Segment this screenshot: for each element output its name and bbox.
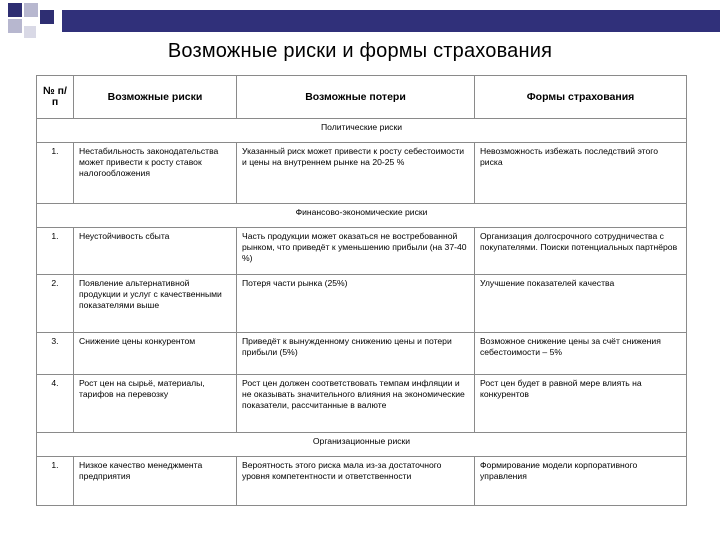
insurance-cell: Рост цен будет в равной мере влиять на конкурентов: [475, 375, 687, 433]
risk-cell: Рост цен на сырьё, материалы, тарифов на перевозку: [74, 375, 237, 433]
row-number: 4.: [37, 375, 74, 433]
row-number: 1.: [37, 457, 74, 506]
row-number: 3.: [37, 333, 74, 375]
header-risks: Возможные риски: [74, 76, 237, 119]
deco-square-dark: [8, 3, 22, 17]
header-bar: [62, 10, 720, 32]
risk-cell: Неустойчивость сбыта: [74, 228, 237, 275]
loss-cell: Потеря части рынка (25%): [237, 275, 475, 333]
risk-cell: Нестабильность законодательства может привести к росту ставок налогообложения: [74, 143, 237, 204]
table-row: [37, 375, 687, 433]
row-number: 2.: [37, 275, 74, 333]
deco-square-dark: [40, 10, 54, 24]
insurance-cell: Улучшение показателей качества: [475, 275, 687, 333]
loss-cell: Рост цен должен соответствовать темпам инфляции и не оказывать значительного влияния на экономические показатели, рассчитанные в валюте: [237, 375, 475, 433]
header-insurance: Формы страхования: [475, 76, 687, 119]
insurance-cell: Невозможность избежать последствий этого риска: [475, 143, 687, 204]
table-header-row: [37, 76, 687, 119]
loss-cell: Указанный риск может привести к росту себестоимости и цены на внутреннем рынке на 20-25 %: [237, 143, 475, 204]
section-row-political: [37, 119, 687, 143]
deco-square-light: [8, 19, 22, 33]
section-title: Политические риски: [37, 119, 687, 143]
table-row: [37, 228, 687, 275]
insurance-cell: Формирование модели корпоративного управления: [475, 457, 687, 506]
insurance-cell: Возможное снижение цены за счёт снижения себестоимости – 5%: [475, 333, 687, 375]
section-row-organizational: [37, 433, 687, 457]
deco-square-light: [24, 3, 38, 17]
risk-cell: Появление альтернативной продукции и услуг с качественными показателями выше: [74, 275, 237, 333]
insurance-cell: Организация долгосрочного сотрудничества с покупателями. Поиски потенциальных партнёров: [475, 228, 687, 275]
header-losses: Возможные потери: [237, 76, 475, 119]
risk-cell: Снижение цены конкурентом: [74, 333, 237, 375]
risk-table: [36, 75, 687, 506]
deco-square-light: [24, 26, 36, 38]
row-number: 1.: [37, 228, 74, 275]
section-row-financial: [37, 204, 687, 228]
risk-cell: Низкое качество менеджмента предприятия: [74, 457, 237, 506]
section-title: Финансово-экономические риски: [37, 204, 687, 228]
loss-cell: Часть продукции может оказаться не востребованной рынком, что приведёт к уменьшению прибыли (на 37-40 %): [237, 228, 475, 275]
loss-cell: Приведёт к вынужденному снижению цены и потери прибыли (5%): [237, 333, 475, 375]
section-title: Организационные риски: [37, 433, 687, 457]
table-row: [37, 333, 687, 375]
header-number: № п/п: [37, 76, 74, 119]
page-title: Возможные риски и формы страхования: [167, 40, 553, 62]
row-number: 1.: [37, 143, 74, 204]
table-row: [37, 143, 687, 204]
loss-cell: Вероятность этого риска мала из-за достаточного уровня компетентности и ответственности: [237, 457, 475, 506]
table-row: [37, 457, 687, 506]
table-row: [37, 275, 687, 333]
